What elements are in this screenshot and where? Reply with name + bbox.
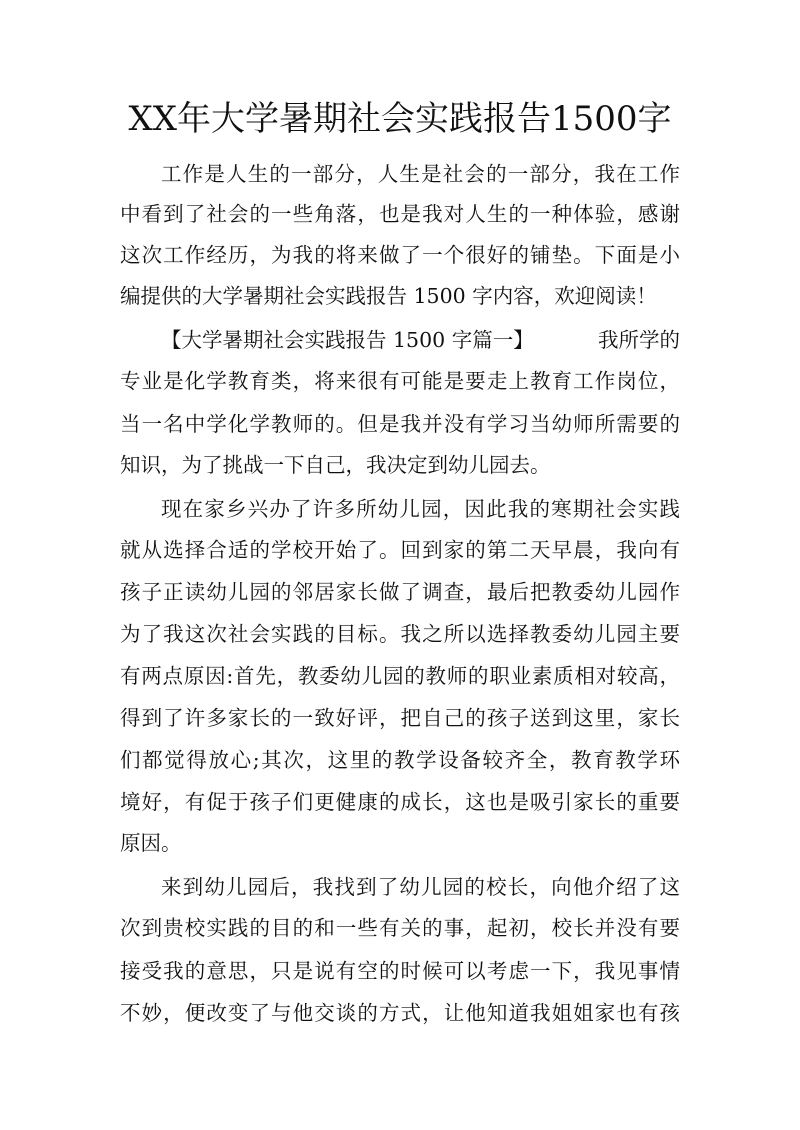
paragraph-2-line-2: 专业是化学教育类，将来很有可能是要走上教育工作岗位，	[120, 369, 680, 393]
document-title: XX年大学暑期社会实践报告1500字	[128, 99, 672, 139]
paragraph-2-line-3: 当一名中学化学教师的。但是我并没有学习当幼师所需要的	[120, 412, 680, 436]
paragraph-4-line-2: 次到贵校实践的目的和一些有关的事，起初，校长并没有要	[120, 916, 680, 940]
paragraph-2-line-4: 知识，为了挑战一下自己，我决定到幼儿园去。	[120, 453, 551, 477]
paragraph-3-line-8: 境好，有促于孩子们更健康的成长，这也是吸引家长的重要	[120, 790, 680, 814]
paragraph-4-line-3: 接受我的意思，只是说有空的时候可以考虑一下，我见事情	[120, 959, 680, 983]
paragraph-3-line-6: 得到了许多家长的一致好评，把自己的孩子送到这里，家长	[120, 706, 680, 730]
paragraph-3-line-9: 原因。	[120, 831, 182, 855]
paragraph-3-line-5: 有两点原因:首先，教委幼儿园的教师的职业素质相对较高，	[120, 664, 680, 688]
paragraph-2-line-1-rest: 我所学的	[598, 328, 680, 352]
paragraph-4-line-1: 来到幼儿园后，我找到了幼儿园的校长，向他介绍了这	[161, 875, 680, 899]
paragraph-3-line-1: 现在家乡兴办了许多所幼儿园，因此我的寒期社会实践	[161, 497, 680, 521]
paragraph-2-line-1	[161, 320, 680, 360]
paragraph-3-line-2: 就从选择合适的学校开始了。回到家的第二天早晨，我向有	[120, 538, 680, 562]
paragraph-3-line-3: 孩子正读幼儿园的邻居家长做了调查，最后把教委幼儿园作	[120, 580, 680, 604]
paragraph-1-line-3: 这次工作经历，为我的将来做了一个很好的铺垫。下面是小	[120, 243, 680, 267]
paragraph-1-line-1: 工作是人生的一部分，人生是社会的一部分，我在工作	[161, 162, 680, 186]
paragraph-1-line-2: 中看到了社会的一些角落，也是我对人生的一种体验，感谢	[120, 202, 680, 226]
paragraph-4-line-4: 不妙，便改变了与他交谈的方式，让他知道我姐姐家也有孩	[120, 1001, 680, 1025]
paragraph-1-line-4: 编提供的大学暑期社会实践报告 1500 字内容，欢迎阅读！	[120, 284, 657, 308]
paragraph-3-line-4: 为了我这次社会实践的目标。我之所以选择教委幼儿园主要	[120, 622, 680, 646]
section-heading: 【大学暑期社会实践报告 1500 字篇一】	[161, 328, 534, 352]
paragraph-3-line-7: 们都觉得放心;其次，这里的教学设备较齐全，教育教学环	[120, 748, 680, 772]
